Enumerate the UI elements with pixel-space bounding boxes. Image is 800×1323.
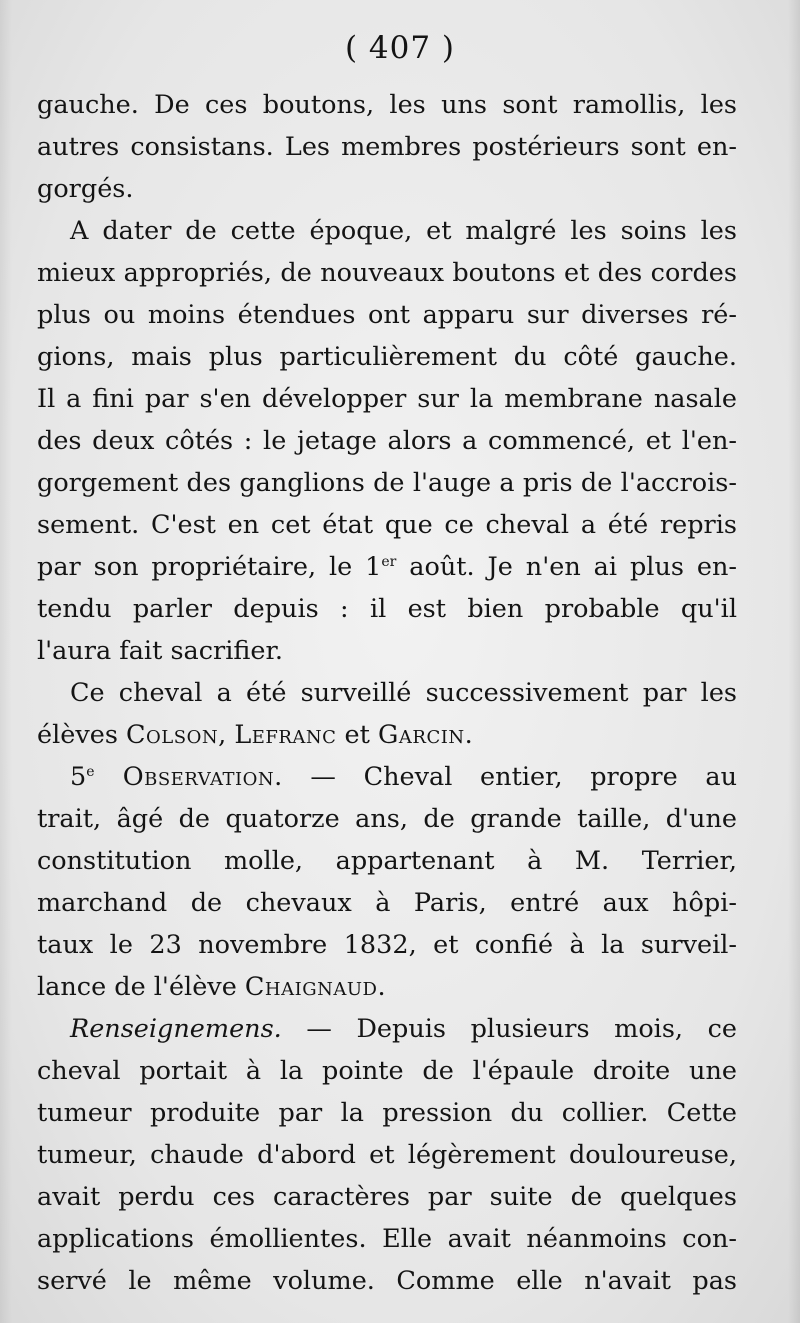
text-line: gorgés. <box>37 174 134 204</box>
observation-label: Observation. <box>94 762 283 792</box>
text-span: — Depuis plusieurs mois, ce <box>281 1014 737 1044</box>
text-span: août. Je n'en ai plus en- <box>396 552 738 582</box>
text-line: marchand de chevaux à Paris, entré aux hôpi- <box>37 888 737 918</box>
text-line: A dater de cette époque, et malgré les soins les <box>70 216 737 246</box>
section-label: Renseignemens. <box>70 1014 282 1044</box>
text-span: et <box>336 720 379 750</box>
text-span: lance de l'élève <box>37 972 245 1002</box>
text-line: mieux appropriés, de nouveaux boutons et des cordes <box>37 258 737 288</box>
text-line: autres consistans. Les membres postérieurs sont en- <box>37 132 737 162</box>
text-span: — Cheval entier, propre au <box>282 762 737 792</box>
text-line <box>37 714 737 756</box>
page-number: ( 407 ) <box>344 30 456 66</box>
text-line: trait, âgé de quatorze ans, de grande taille, d'une <box>37 804 737 834</box>
text-line: sement. C'est en cet état que ce cheval a été repris <box>37 510 737 540</box>
superscript: er <box>381 554 397 570</box>
text-span: . <box>377 972 386 1002</box>
text-span: élèves <box>37 720 127 750</box>
text-line: des deux côtés : le jetage alors a commencé, et l'en- <box>37 426 737 456</box>
text-line: applications émollientes. Elle avait néanmoins con- <box>37 1224 737 1254</box>
text-line: cheval portait à la pointe de l'épaule droite une <box>37 1056 737 1086</box>
text-line: plus ou moins étendues ont apparu sur diverses ré- <box>37 300 737 330</box>
text-span: par son propriétaire, le 1 <box>37 552 382 582</box>
text-line: Il a fini par s'en développer sur la membrane nasale <box>37 384 737 414</box>
page-edge-shadow-right <box>788 0 800 1323</box>
person-name: Colson <box>126 720 219 750</box>
text-line: tumeur produite par la pression du collier. Cette <box>37 1098 737 1128</box>
observation-heading-line <box>70 756 737 798</box>
text-line: tendu parler depuis : il est bien probable qu'il <box>37 594 737 624</box>
text-line: taux le 23 novembre 1832, et confié à la surveil- <box>37 930 737 960</box>
text-line: l'aura fait sacrifier. <box>37 636 283 666</box>
text-line <box>37 546 737 588</box>
text-line: servé le même volume. Comme elle n'avait pas <box>37 1266 737 1296</box>
text-line: gions, mais plus particulièrement du côté gauche. <box>37 342 737 372</box>
text-line: gorgement des ganglions de l'auge a pris de l'accrois- <box>37 468 737 498</box>
person-name: Chaignaud <box>244 972 378 1002</box>
text-line: gauche. De ces boutons, les uns sont ramollis, les <box>37 90 737 120</box>
text-line: Ce cheval a été surveillé successivement par les <box>70 678 737 708</box>
text-line: avait perdu ces caractères par suite de quelques <box>37 1182 737 1212</box>
text-line: tumeur, chaude d'abord et légèrement douloureuse, <box>37 1140 737 1170</box>
person-name: Lefranc <box>234 720 337 750</box>
text-span: 5 <box>70 762 87 792</box>
text-line: constitution molle, appartenant à M. Terrier, <box>37 846 737 876</box>
page-edge-shadow-left <box>0 0 12 1323</box>
text-span: . <box>464 720 473 750</box>
text-line <box>37 966 737 1008</box>
person-name: Garcin <box>378 720 465 750</box>
superscript: e <box>86 764 95 780</box>
section-heading-line <box>70 1008 737 1050</box>
text-span: , <box>218 720 235 750</box>
